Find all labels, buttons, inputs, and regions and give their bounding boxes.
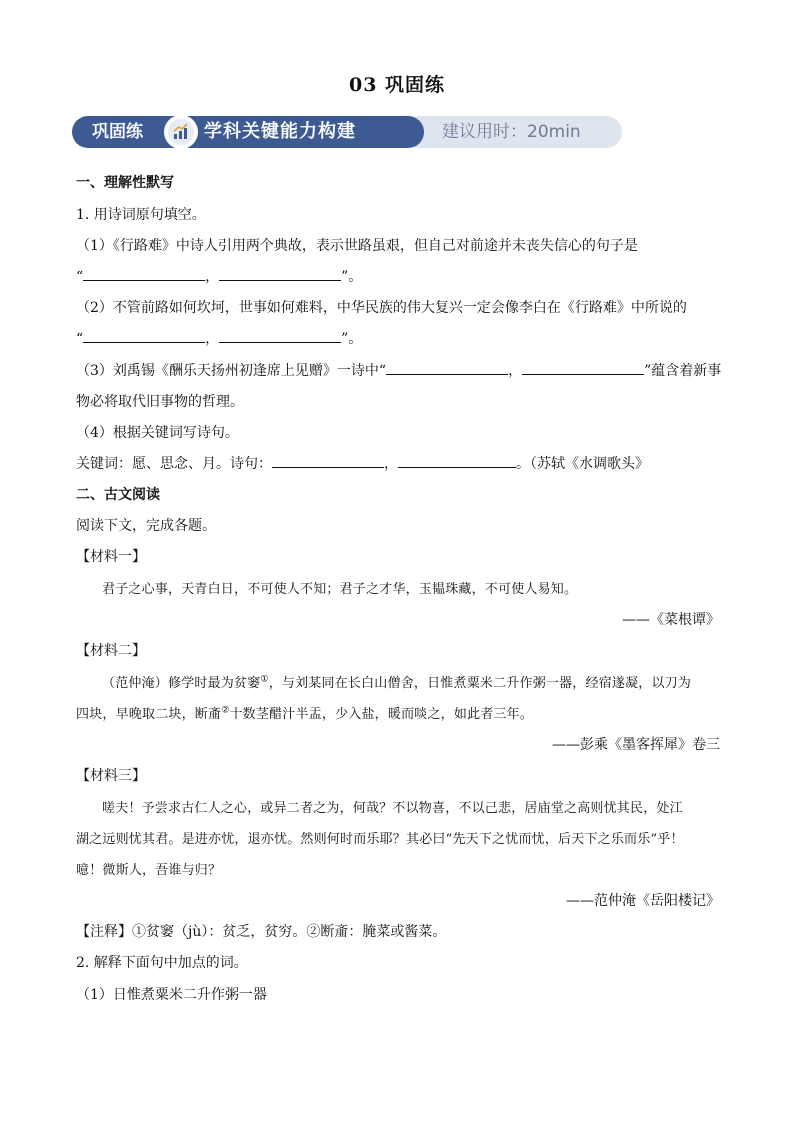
instruction-text: 阅读下文，完成各题。 bbox=[76, 518, 216, 534]
banner-time: 建议用时：20min bbox=[442, 122, 581, 142]
section-banner bbox=[72, 116, 622, 148]
material-source: ——彭乘《墨客挥犀》卷三 bbox=[552, 737, 720, 753]
material-source: ——《菜根谭》 bbox=[622, 612, 720, 628]
section-heading: 一、理解性默写 bbox=[76, 175, 174, 191]
material-text: 湖之远则忧其君。是进亦忧，退亦忧。然则何时而乐耶？其必曰“先天下之忧而忧，后天下之乐而乐”乎！ bbox=[76, 832, 684, 847]
question-text: 关键词：愿、思念、月。诗句： ， 。（苏轼《水调歌头》 bbox=[76, 453, 649, 473]
answer-blank[interactable] bbox=[272, 453, 384, 468]
answer-blank[interactable] bbox=[83, 266, 205, 281]
question-text: 2. 解释下面句中加点的词。 bbox=[76, 955, 248, 971]
answer-blank[interactable] bbox=[398, 453, 516, 468]
question-text: 物必将取代旧事物的哲理。 bbox=[76, 394, 244, 410]
question-text: （3）刘禹锡《酬乐天扬州初逢席上见赠》一诗中“ ， ”蕴含着新事 bbox=[76, 360, 721, 380]
question-text: （4）根据关键词写诗句。 bbox=[76, 425, 239, 441]
answer-blank[interactable] bbox=[386, 360, 508, 375]
material-label: 【材料一】 bbox=[76, 549, 146, 565]
material-text: 噫！微斯人，吾谁与归？ bbox=[76, 863, 222, 878]
answer-blank[interactable] bbox=[219, 328, 341, 343]
annotation-note: 【注释】①贫窭（jù）：贫乏，贫穷。②断齑：腌菜或酱菜。 bbox=[76, 924, 447, 940]
section-heading: 二、古文阅读 bbox=[76, 487, 160, 503]
material-text: 君子之心事，天青白日，不可使人不知；君子之才华，玉韫珠藏，不可使人易知。 bbox=[102, 582, 578, 597]
answer-blank[interactable] bbox=[83, 328, 205, 343]
material-source: ——范仲淹《岳阳楼记》 bbox=[566, 893, 720, 909]
material-text: （范仲淹）修学时最为贫窭①，与刘某同在长白山僧舍，日惟煮粟米二升作粥一器，经宿遂凝，以刀为 bbox=[102, 674, 692, 691]
material-label: 【材料二】 bbox=[76, 643, 146, 659]
chart-growth-icon bbox=[164, 115, 198, 149]
question-text: （2）不管前路如何坎坷，世事如何难料，中华民族的伟大复兴一定会像李白在《行路难》中所说的 bbox=[76, 300, 687, 316]
answer-line: “ ， ”。 bbox=[76, 328, 362, 348]
question-text: （1）日惟煮粟米二升作粥一器 bbox=[76, 987, 267, 1003]
material-label: 【材料三】 bbox=[76, 768, 146, 784]
answer-blank[interactable] bbox=[219, 266, 341, 281]
answer-line: “ ， ”。 bbox=[76, 266, 362, 286]
material-text: 四块，早晚取二块，断齑②十数茎醋汁半盂，少入盐，暖而啖之，如此者三年。 bbox=[76, 705, 534, 722]
banner-tag: 巩固练 bbox=[92, 122, 143, 142]
banner-subject: 学科关键能力构建 bbox=[204, 121, 356, 142]
answer-blank[interactable] bbox=[522, 360, 644, 375]
material-text: 嗟夫！予尝求古仁人之心，或异二者之为，何哉？不以物喜，不以己悲，居庙堂之高则忧其民，处江 bbox=[102, 801, 683, 816]
page-title: 03 巩固练 bbox=[348, 74, 446, 96]
question-text: （1）《行路难》中诗人引用两个典故，表示世路虽艰，但自己对前途并未丧失信心的句子是 bbox=[76, 238, 638, 254]
question-text: 1. 用诗词原句填空。 bbox=[76, 207, 206, 223]
